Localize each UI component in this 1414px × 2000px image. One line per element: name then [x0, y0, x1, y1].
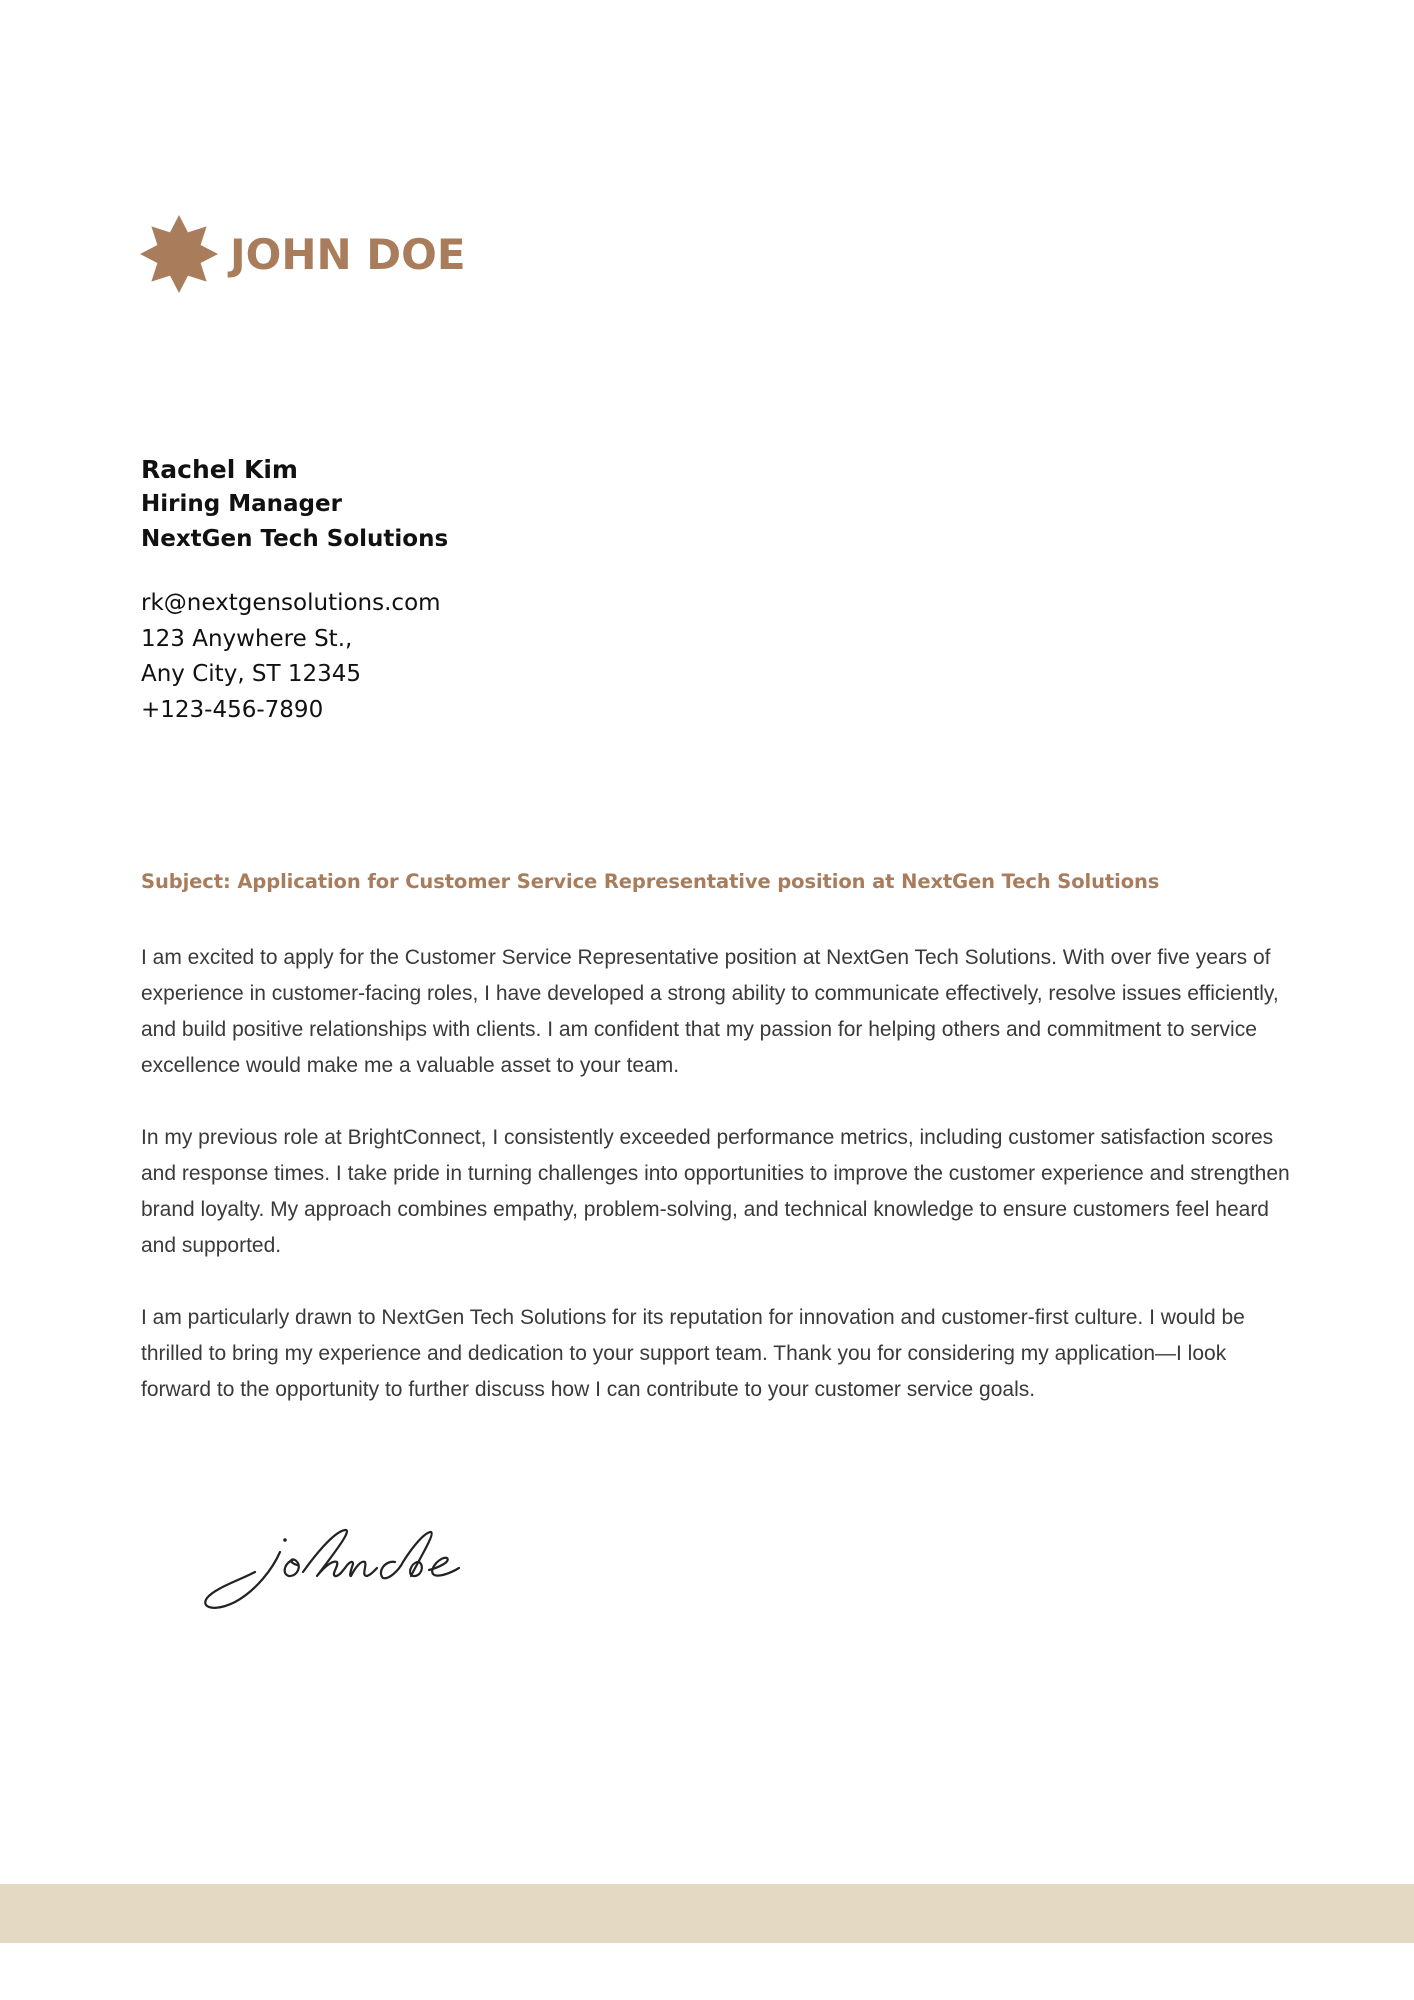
- body-paragraph-2: In my previous role at BrightConnect, I consistently exceeded performance metrics, including customer satisfaction scores and response times. I take pride in turning challenges into opportunities to improve the customer experience and strengthen brand loyalty. My approach combines empathy, problem-solving, and technical knowledge to ensure customers feel heard and supported.: [141, 1126, 1290, 1257]
- recipient-address-line2: Any City, ST 12345: [141, 661, 362, 687]
- letterhead: [140, 214, 466, 294]
- recipient-phone: +123-456-7890: [141, 696, 324, 723]
- recipient-name: Rachel Kim: [141, 455, 298, 484]
- eight-point-star-icon: [140, 215, 218, 293]
- recipient-email: rk@nextgensolutions.com: [141, 590, 441, 616]
- sender-name: JOHN DOE: [230, 230, 466, 279]
- body-paragraph-3: I am particularly drawn to NextGen Tech Solutions for its reputation for innovation and customer-first culture. I would be thrilled to bring my experience and dedication to your support team. Thank you for considering my application—I look forward to the opportunity to further discuss how I can contribute to your customer service goals.: [141, 1306, 1245, 1401]
- subject-line: Subject: Application for Customer Service Representative position at NextGen Tech Solutions: [141, 870, 1160, 893]
- footer-band: [0, 1884, 1414, 1943]
- recipient-address-line1: 123 Anywhere St.,: [141, 625, 353, 652]
- signature-image: [185, 1510, 475, 1610]
- recipient-title: Hiring Manager: [141, 491, 342, 517]
- recipient-contact: [141, 586, 441, 728]
- recipient-company: NextGen Tech Solutions: [141, 526, 449, 552]
- body-paragraph-1: I am excited to apply for the Customer Service Representative position at NextGen Tech Solutions. With over five years of experience in customer-facing roles, I have developed a strong ability to communicate effectively, resolve issues efficiently, and build positive relationships with clients. I am confident that my passion for helping others and commitment to service excellence would make me a valuable asset to your team.: [141, 946, 1279, 1077]
- recipient-block: [141, 452, 448, 557]
